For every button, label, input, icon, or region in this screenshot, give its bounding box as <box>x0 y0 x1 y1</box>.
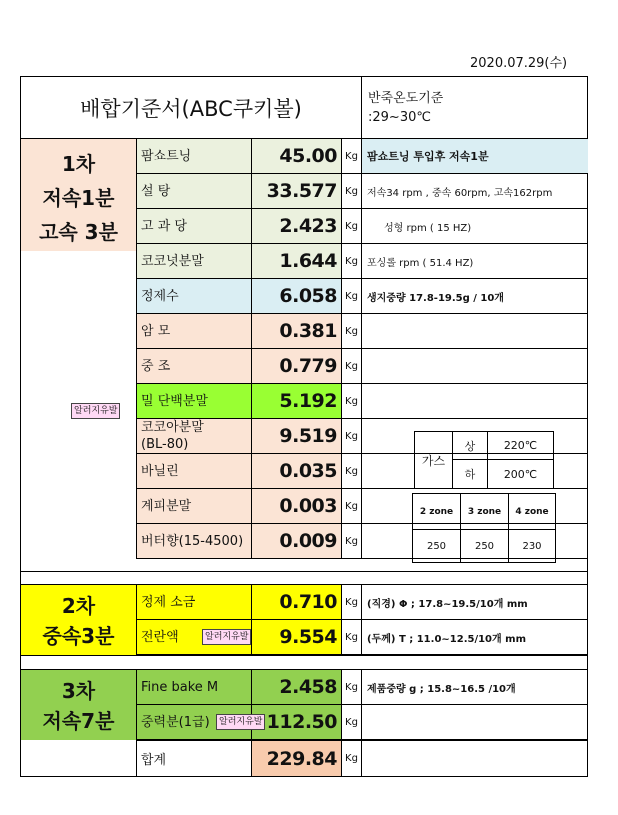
ingredient-amount: 0.009 <box>251 524 341 559</box>
ingredient-note: (두께) T ; 11.0~12.5/10개 mm <box>361 620 588 655</box>
temp-value: :29~30℃ <box>368 110 431 125</box>
ingredient-unit: Kg <box>341 454 361 489</box>
upper-label: 상 <box>453 432 488 460</box>
temperature-standard <box>361 77 588 139</box>
separator-1 <box>21 571 588 585</box>
ingredient-amount: 112.50 <box>251 705 341 740</box>
zone-2-value: 250 <box>413 530 461 562</box>
page-title: 배합기준서(ABC쿠키볼) <box>21 77 361 139</box>
oven-zone-table <box>412 493 556 563</box>
ingredient-amount: 2.458 <box>251 670 341 705</box>
ingredient-note: 성형 rpm ( 15 HZ) <box>361 209 588 244</box>
temp-label: 반죽온도기준 <box>368 91 444 106</box>
ingredient-amount: 0.035 <box>251 454 341 489</box>
ingredient-name: 중 조 <box>136 349 251 384</box>
ingredient-amount: 9.554 <box>251 620 341 655</box>
ingredient-unit: Kg <box>341 174 361 209</box>
ingredient-name: 코코아분말 (BL-80) <box>136 419 251 454</box>
ingredient-note <box>361 384 588 419</box>
ingredient-amount: 1.644 <box>251 244 341 279</box>
ingredient-unit: Kg <box>341 384 361 419</box>
zone-2-label: 2 zone <box>413 494 461 530</box>
total-value: 229.84 <box>251 740 341 776</box>
ingredient-note: 저속34 rpm , 중속 60rpm, 고속162rpm <box>361 174 588 209</box>
stage-3-speed: 저속7분 <box>42 709 115 733</box>
stage-1-speed-high: 고속 3분 <box>39 220 118 244</box>
ingredient-unit: Kg <box>341 314 361 349</box>
ingredient-amount: 0.381 <box>251 314 341 349</box>
ingredient-unit: Kg <box>341 705 361 740</box>
ingredient-unit: Kg <box>341 489 361 524</box>
stage-2-speed: 중속3분 <box>42 624 115 648</box>
upper-temp: 220℃ <box>488 432 553 460</box>
lower-temp: 200℃ <box>503 467 538 481</box>
allergy-tag-egg: 알러지유발 <box>202 629 251 645</box>
ingredient-name: Fine bake M <box>136 670 251 705</box>
ingredient-note: 팜쇼트닝 투입후 저속1분 <box>361 139 588 174</box>
ingredient-amount: 5.192 <box>251 384 341 419</box>
ingredient-unit: Kg <box>341 419 361 454</box>
ingredient-unit: Kg <box>341 670 361 705</box>
ingredient-name: 바닐린 <box>136 454 251 489</box>
allergy-tag-flour: 알러지유발 <box>216 714 265 730</box>
ingredient-name: 정제 소금 <box>136 585 251 620</box>
ingredient-amount: 9.519 <box>251 419 341 454</box>
ingredient-note: 제품중량 g ; 15.8~16.5 /10개 <box>361 670 588 705</box>
zone-4-label: 4 zone <box>509 494 555 530</box>
total-label: 합계 <box>136 740 251 776</box>
zone-3-label: 3 zone <box>461 494 509 530</box>
ingredient-amount: 6.058 <box>251 279 341 314</box>
ingredient-name: 전란액 <box>136 620 251 655</box>
ingredient-note: 포싱롤 rpm ( 51.4 HZ) <box>361 244 588 279</box>
ingredient-amount: 45.00 <box>251 139 341 174</box>
ingredient-name: 암 모 <box>136 314 251 349</box>
ingredient-note: 생지중량 17.8-19.5g / 10개 <box>361 279 588 314</box>
stage-3-title: 3차 <box>61 679 96 703</box>
lower-label: 하 <box>453 460 488 488</box>
ingredient-name: 계피분말 <box>136 489 251 524</box>
ingredient-name: 고 과 당 <box>136 209 251 244</box>
ingredient-amount: 2.423 <box>251 209 341 244</box>
ingredient-unit: Kg <box>341 349 361 384</box>
recipe-sheet <box>20 76 588 777</box>
stage-1-title: 1차 <box>61 152 96 176</box>
ingredient-unit: Kg <box>341 209 361 244</box>
total-note <box>361 740 588 776</box>
ingredient-name: 정제수 <box>136 279 251 314</box>
ingredient-amount: 33.577 <box>251 174 341 209</box>
ingredient-note: (직경) Φ ; 17.8~19.5/10개 mm <box>361 585 588 620</box>
ingredient-unit: Kg <box>341 524 361 559</box>
ingredient-name: 팜쇼트닝 <box>136 139 251 174</box>
ingredient-note <box>361 314 588 349</box>
total-unit: Kg <box>341 740 361 776</box>
ingredient-unit: Kg <box>341 279 361 314</box>
zone-4-value: 230 <box>522 540 542 552</box>
ingredient-amount: 0.003 <box>251 489 341 524</box>
stage-1-speed-low: 저속1분 <box>42 186 115 210</box>
separator-2 <box>21 655 588 670</box>
ingredient-unit: Kg <box>341 139 361 174</box>
allergy-tag-wheat-protein: 알러지유발 <box>71 403 120 419</box>
oven-gas-table <box>414 431 554 489</box>
ingredient-name: 버터향(15-4500) <box>136 524 251 559</box>
ingredient-unit: Kg <box>341 244 361 279</box>
ingredient-unit: Kg <box>341 585 361 620</box>
ingredient-amount: 0.710 <box>251 585 341 620</box>
stage-2-title: 2차 <box>61 594 96 618</box>
stage-3-label <box>21 670 136 740</box>
stage-1-label <box>21 139 136 251</box>
stage-2-label <box>21 585 136 655</box>
ingredient-unit: Kg <box>341 620 361 655</box>
ingredient-name: 중력분(1급) <box>136 705 251 740</box>
ingredient-amount: 0.779 <box>251 349 341 384</box>
zone-3-value: 250 <box>461 530 509 562</box>
date: 2020.07.29(수) <box>470 56 568 71</box>
ingredient-name: 설 탕 <box>136 174 251 209</box>
ingredient-name: 코코넛분말 <box>136 244 251 279</box>
ingredient-name: 밀 단백분말 <box>136 384 251 419</box>
ingredient-note <box>361 349 588 384</box>
gas-label: 가스 <box>415 432 453 488</box>
ingredient-note <box>361 705 588 740</box>
